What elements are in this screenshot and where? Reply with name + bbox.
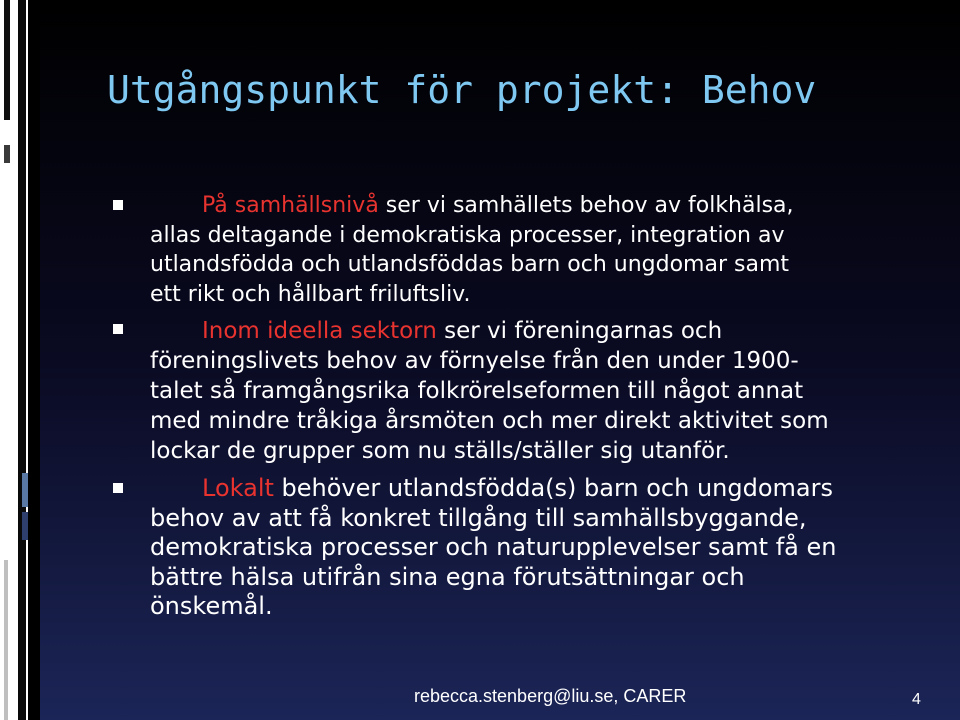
- decorative-bar: [18, 0, 26, 720]
- bullet-paragraph-2: [150, 316, 900, 466]
- bullet-paragraph-3: [150, 474, 900, 622]
- bullet-line: allas deltagande i demokratiska processer, integration av: [150, 222, 785, 248]
- bullet-line: ett rikt och hållbart friluftsliv.: [150, 281, 471, 307]
- slide-title: Utgångspunkt för projekt: Behov: [107, 68, 817, 112]
- decorative-bar: [28, 0, 40, 720]
- bullet-highlight: På samhällsnivå: [202, 193, 379, 218]
- bullet-line: föreningslivets behov av förnyelse från den under 1900-: [150, 348, 799, 374]
- decorative-bar: [22, 512, 28, 540]
- bullet-line: talet så framgångsrika folkrörelseformen till något annat: [150, 378, 804, 404]
- bullet-line: behov av att få konkret tillgång till samhällsbyggande,: [150, 503, 807, 532]
- bullet-highlight: Inom ideella sektorn: [202, 318, 437, 344]
- bullet-paragraph-1: [150, 191, 900, 309]
- bullet-square-icon: [113, 483, 123, 493]
- decorative-bar: [4, 560, 8, 720]
- decorative-left-strip: [0, 0, 40, 720]
- bullet-text: ser vi samhällets behov av folkhälsa,: [378, 193, 794, 218]
- bullet-line: med mindre tråkiga årsmöten och mer direkt aktivitet som: [150, 408, 829, 434]
- bullet-line: bättre hälsa utifrån sina egna förutsättningar och: [150, 562, 745, 591]
- bullet-line: [150, 474, 900, 504]
- decorative-bar: [22, 473, 28, 507]
- bullet-square-icon: [113, 324, 123, 334]
- bullet-line: demokratiska processer och naturupplevelser samt få en: [150, 533, 837, 561]
- bullet-text: behöver utlandsfödda(s) barn och ungdomars: [273, 474, 833, 502]
- bullet-square-icon: [113, 200, 123, 210]
- decorative-bar: [4, 0, 10, 120]
- bullet-text: ser vi föreningarnas och: [436, 318, 723, 344]
- slide-footer: rebecca.stenberg@liu.se, CARER: [414, 686, 687, 706]
- decorative-bar: [4, 145, 10, 163]
- bullet-line: [150, 191, 900, 221]
- bullet-line: lockar de grupper som nu ställs/ställer sig utanför.: [150, 438, 730, 464]
- bullet-line: önskemål.: [150, 592, 273, 620]
- bullet-line: [150, 316, 900, 346]
- bullet-highlight: Lokalt: [202, 474, 274, 502]
- bullet-line: utlandsfödda och utlandsföddas barn och ungdomar samt: [150, 252, 789, 277]
- page-number: 4: [912, 691, 921, 708]
